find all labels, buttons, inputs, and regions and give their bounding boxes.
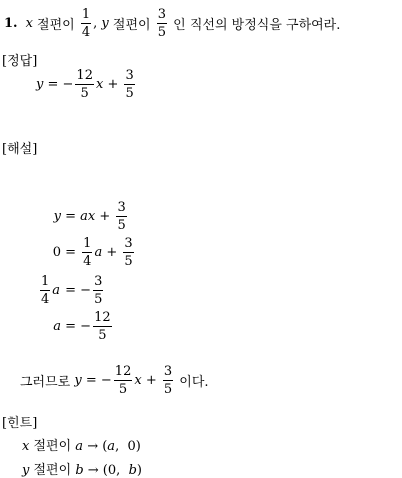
hint1-close: ) (135, 439, 141, 454)
row4-equals: = − (61, 318, 92, 334)
row1-rhs (61, 201, 129, 232)
row2-fraction-1 (82, 237, 92, 268)
hint2-point-y: b (128, 463, 137, 478)
y-variable: y (101, 15, 109, 31)
row1-lhs: y (53, 208, 61, 224)
row4-denominator: 5 (98, 327, 107, 343)
problem-text-3: 절편이 (108, 17, 155, 33)
row3-equals: = − (61, 282, 92, 298)
row2-fraction-1-denominator: 4 (83, 253, 92, 269)
hint2-text: 절편이 (29, 463, 76, 478)
hint2-param: b (75, 463, 84, 478)
row2-lhs: 0 (52, 244, 61, 260)
hint-line-1 (22, 435, 141, 454)
answer-equation (36, 66, 137, 102)
problem-statement (4, 8, 340, 38)
row3-lhs-numerator: 1 (41, 273, 50, 289)
hint2-close: ) (136, 463, 142, 478)
conclusion-slope-denominator: 5 (118, 381, 128, 397)
row2-fraction-2-denominator: 5 (124, 253, 133, 269)
conclusion-x: x (134, 372, 142, 388)
conclusion-suffix: 이다. (175, 374, 209, 390)
row2-fraction-1-numerator: 1 (83, 235, 92, 251)
row1-fraction (116, 201, 126, 232)
conclusion-equals: = − (81, 372, 112, 388)
hint1-point-x: a (107, 439, 116, 454)
answer-x: x (95, 76, 104, 92)
row4-numerator: 12 (94, 309, 111, 325)
hint2-point-x: 0 (107, 463, 117, 478)
hint1-arrow: → ( (83, 439, 108, 454)
solution-label: [해설] (2, 142, 38, 157)
answer-y: y (36, 76, 44, 92)
hint2-arrow: → ( (83, 463, 108, 478)
row4-fraction (93, 311, 112, 342)
row2-plus: + (102, 244, 122, 260)
y-intercept-fraction (157, 8, 167, 39)
answer-constant-fraction (124, 69, 134, 100)
hint-line-2 (22, 459, 142, 478)
row3-numerator: 3 (94, 273, 103, 289)
row1-equals: = (61, 208, 81, 224)
problem-text-4: 인 직선의 방정식을 구하여라. (169, 17, 341, 33)
hint1-text: 절편이 (29, 439, 76, 454)
hint1-var: x (22, 439, 30, 454)
row2-fraction-2-numerator: 3 (124, 235, 133, 251)
row3-denominator: 5 (94, 291, 103, 307)
row3-fraction (93, 275, 103, 306)
row4-rhs (61, 311, 114, 342)
row3-lhs-fraction (40, 275, 50, 306)
row3-rhs (61, 275, 105, 306)
answer-slope-denominator: 5 (80, 85, 89, 101)
problem-number: 1. (4, 15, 18, 31)
hint2-sep: , (116, 463, 129, 478)
row3-lhs-denominator: 4 (41, 291, 50, 307)
conclusion-constant-numerator: 3 (163, 363, 173, 379)
conclusion-plus: + (141, 372, 161, 388)
row2-rhs (61, 237, 136, 268)
row4-lhs: a (53, 318, 61, 334)
hint1-sep: , (115, 439, 128, 454)
row2-fraction-2 (123, 237, 133, 268)
y-intercept-numerator: 3 (157, 6, 167, 22)
answer-label: [정답] (2, 54, 38, 69)
row3-a: a (52, 282, 61, 298)
row1-plus: + (95, 208, 115, 224)
problem-text-1: 절편이 (32, 17, 79, 33)
y-intercept-denominator: 5 (157, 24, 167, 40)
row2-equals: = (61, 244, 81, 260)
row1-denominator: 5 (117, 217, 126, 233)
conclusion-constant-fraction (163, 365, 173, 396)
hint2-var: y (22, 463, 30, 478)
problem-text-2: , (93, 15, 102, 31)
answer-slope-fraction (75, 69, 94, 100)
hint1-param: a (75, 439, 84, 454)
x-intercept-denominator: 4 (81, 24, 91, 40)
hint1-point-y: 0 (127, 439, 136, 454)
answer-constant-denominator: 5 (125, 85, 134, 101)
x-intercept-fraction (81, 8, 91, 39)
hint-label: [힌트] (2, 416, 38, 431)
answer-slope-numerator: 12 (76, 67, 93, 83)
conclusion-slope-numerator: 12 (114, 363, 132, 379)
answer-equals: = − (43, 76, 74, 92)
answer-constant-numerator: 3 (125, 67, 134, 83)
solution-conclusion (20, 362, 209, 398)
row3-lhs (38, 275, 60, 306)
x-variable: x (25, 15, 33, 31)
conclusion-y: y (74, 372, 82, 388)
conclusion-prefix: 그러므로 (20, 374, 75, 390)
row1-numerator: 3 (117, 199, 126, 215)
x-intercept-numerator: 1 (81, 6, 91, 22)
conclusion-constant-denominator: 5 (163, 381, 173, 397)
row1-ax: ax (80, 208, 96, 224)
row2-a: a (94, 244, 103, 260)
conclusion-slope-fraction (114, 365, 133, 396)
answer-plus: + (103, 76, 123, 92)
